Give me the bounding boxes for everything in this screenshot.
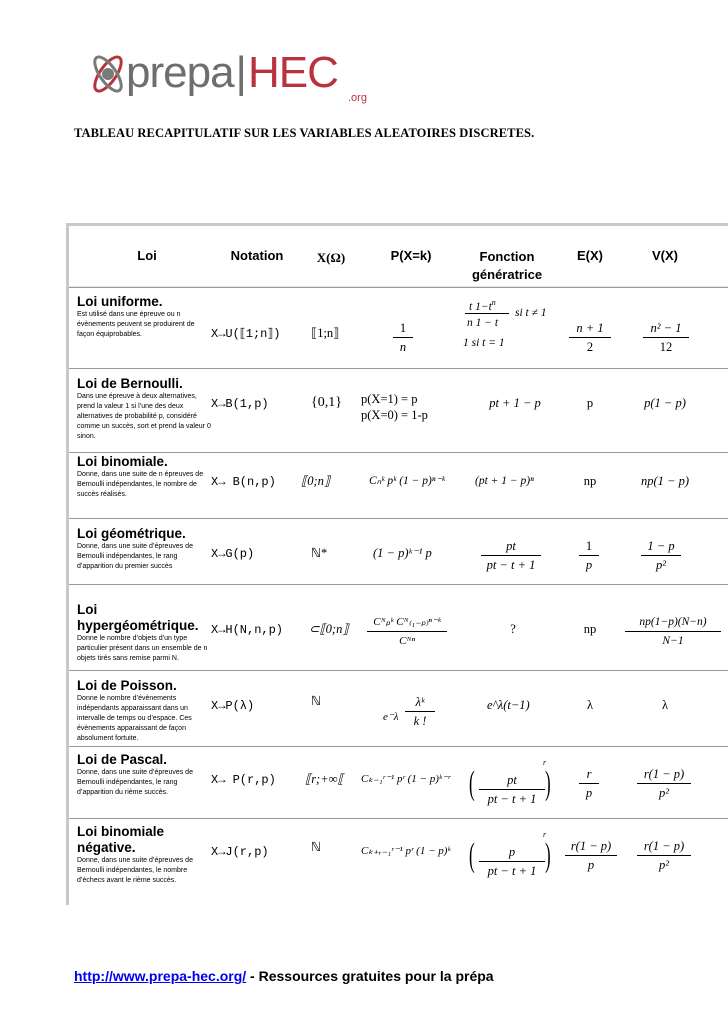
law-name-line2: négative. bbox=[77, 840, 136, 855]
ex-cell: np bbox=[583, 622, 597, 636]
vx-numerator: 1 − p bbox=[647, 539, 675, 553]
pxk-fraction bbox=[367, 614, 447, 649]
gen-fraction-bar bbox=[465, 313, 509, 314]
vx-cell: λ bbox=[661, 698, 669, 712]
vx-denominator: p² bbox=[656, 558, 666, 572]
gen-top-text: t 1−t bbox=[469, 300, 492, 313]
support-cell: ⟦r;+∞⟦ bbox=[305, 772, 344, 786]
notation-text: X→P(λ) bbox=[211, 699, 255, 713]
law-name: Loi binomiale. bbox=[77, 454, 168, 469]
notation-cell bbox=[211, 772, 276, 787]
notation-cell bbox=[211, 396, 269, 411]
gen-fraction bbox=[479, 772, 545, 807]
gen-cell: (pt + 1 − p)ⁿ bbox=[475, 475, 534, 487]
notation-cell bbox=[211, 326, 281, 341]
gen-denominator: pt − t + 1 bbox=[486, 558, 536, 572]
law-description: Donne, dans une suite d’épreuves de Bernoulli indépendantes, le nombre d’échecs avant le rième succès. bbox=[77, 857, 193, 884]
ex-fraction bbox=[579, 538, 599, 573]
pxk-denominator: Cᴺⁿ bbox=[399, 635, 415, 647]
vx-denominator: p² bbox=[659, 786, 669, 800]
ex-cell: λ bbox=[586, 698, 594, 712]
support-cell: ℕ bbox=[311, 694, 322, 708]
notation-text: X→U(⟦1;n⟧) bbox=[211, 327, 281, 341]
gen-fraction bbox=[481, 538, 541, 573]
pxk-denominator: k ! bbox=[413, 714, 427, 728]
notation-text: X→J(r,p) bbox=[211, 845, 269, 859]
law-name-line2: hypergéométrique. bbox=[77, 618, 199, 633]
logo-wordmark: prepa|HEC bbox=[126, 48, 338, 97]
law-name: Loi uniforme. bbox=[77, 294, 163, 309]
vx-fraction bbox=[643, 320, 689, 355]
logo-suffix: .org bbox=[348, 92, 367, 104]
notation-cell bbox=[211, 546, 254, 561]
ex-cell: p bbox=[586, 396, 594, 410]
pxk-cell: Cₖ₊ᵣ₋₁ʳ⁻¹ pʳ (1 − p)ᵏ bbox=[361, 845, 451, 857]
pxk-denominator: n bbox=[399, 340, 407, 354]
gen-close-paren: ) bbox=[545, 765, 551, 802]
gen-fraction bbox=[479, 844, 545, 879]
header-fonction-line2: génératrice bbox=[471, 267, 543, 282]
pxk-line-1: p(X=1) = p bbox=[361, 392, 418, 406]
vx-numerator: r(1 − p) bbox=[643, 767, 685, 781]
vx-cell: np(1 − p) bbox=[640, 474, 689, 488]
pxk-fraction bbox=[405, 694, 435, 729]
header-fonction-generatrice bbox=[459, 248, 555, 284]
gen-cell: e^λ(t−1) bbox=[487, 698, 530, 712]
vx-numerator: r(1 − p) bbox=[643, 839, 685, 853]
support-cell: ℕ* bbox=[311, 546, 328, 560]
pxk-cell: (1 − p)ᵏ⁻¹ p bbox=[373, 546, 432, 560]
support-cell: ℕ bbox=[311, 840, 322, 854]
ex-fraction bbox=[579, 766, 599, 801]
footer-text: - Ressources gratuites pour la prépa bbox=[246, 968, 494, 984]
vx-fraction bbox=[637, 766, 691, 801]
pxk-prefix: e⁻λ bbox=[383, 711, 399, 723]
support-cell: ⟦0;n⟧ bbox=[301, 474, 331, 488]
notation-cell bbox=[211, 844, 269, 859]
law-name: Loi de Poisson. bbox=[77, 678, 177, 693]
gen-numerator: pt bbox=[506, 539, 516, 553]
law-name: Loi géométrique. bbox=[77, 526, 186, 541]
notation-cell bbox=[211, 474, 276, 489]
vx-cell: p(1 − p) bbox=[644, 396, 686, 410]
gen-exponent: n bbox=[491, 298, 496, 307]
header-support: X(Ω) bbox=[316, 250, 346, 265]
pxk-cell: Cₙᵏ pᵏ (1 − p)ⁿ⁻ᵏ bbox=[369, 475, 445, 487]
law-name: Loi de Bernoulli. bbox=[77, 376, 183, 391]
law-name: Loi de Pascal. bbox=[77, 752, 168, 767]
law-description: Donne le nombre d’objets d’un type particulier présent dans un ensemble de n objets tirés sans remise parmi N. bbox=[77, 635, 208, 662]
gen-denominator: pt − t + 1 bbox=[487, 864, 537, 878]
notation-text: X→G(p) bbox=[211, 547, 255, 561]
notation-text: X→ B(n,p) bbox=[211, 475, 276, 489]
ex-fraction bbox=[569, 320, 611, 355]
notation-cell bbox=[211, 698, 254, 713]
summary-table bbox=[66, 223, 728, 905]
law-description: Donne le nombre d’évènements indépendants apparaissant dans un intervalle de temps ou d’espace. Ces évènements apparaissant de façon absolument fortuite. bbox=[77, 695, 192, 742]
gen-numerator: pt bbox=[507, 773, 517, 787]
page-footer bbox=[74, 968, 494, 984]
gen-denominator: pt − t + 1 bbox=[487, 792, 537, 806]
vx-fraction bbox=[637, 838, 691, 873]
ex-numerator: r(1 − p) bbox=[570, 839, 612, 853]
law-name-line1: Loi binomiale bbox=[77, 824, 165, 839]
ex-fraction bbox=[565, 838, 617, 873]
pxk-fraction bbox=[393, 320, 413, 355]
gen-numerator bbox=[469, 296, 496, 314]
support-cell: ⊂⟦0;n⟧ bbox=[309, 622, 349, 636]
gen-close-paren: ) bbox=[545, 837, 551, 874]
law-description: Donne, dans une suite d’épreuves de Bernoulli indépendantes, le rang d’apparition du rième succès. bbox=[77, 769, 193, 796]
ex-cell: np bbox=[583, 474, 597, 488]
ex-denominator: p bbox=[585, 786, 593, 800]
header-pxk: P(X=k) bbox=[390, 248, 432, 263]
vx-denominator: 12 bbox=[659, 340, 673, 354]
gen-exponent: r bbox=[543, 758, 547, 767]
notation-text: X→B(1,p) bbox=[211, 397, 269, 411]
header-vx: V(X) bbox=[652, 248, 678, 263]
support-cell: {0,1} bbox=[311, 395, 342, 410]
ex-denominator: p bbox=[585, 558, 593, 572]
footer-link[interactable]: http://www.prepa-hec.org/ bbox=[74, 968, 247, 984]
pxk-line-2: p(X=0) = 1-p bbox=[361, 408, 428, 422]
vx-denominator: N−1 bbox=[662, 635, 684, 647]
vx-denominator: p² bbox=[659, 858, 669, 872]
law-description: Est utilisé dans une épreuve ou n évènements peuvent se produirent de façon équiprobables. bbox=[77, 311, 195, 338]
ex-numerator: r bbox=[586, 767, 592, 781]
gen-cell: pt + 1 − p bbox=[489, 396, 541, 410]
header-fonction-line1: Fonction bbox=[479, 249, 535, 264]
atom-logo-icon bbox=[86, 44, 130, 104]
ex-denominator: 2 bbox=[586, 340, 594, 354]
law-description: Dans une épreuve à deux alternatives, prend la valeur 1 si l’une des deux alternatives de probabilité p, considéré comme un succès, sort et prend la valeur 0 sinon. bbox=[77, 393, 211, 440]
pxk-numerator: λᵏ bbox=[415, 695, 425, 709]
notation-text: X→ P(r,p) bbox=[211, 773, 276, 787]
vx-numerator: np(1−p)(N−n) bbox=[639, 616, 707, 628]
pxk-numerator: Cᴺₚᵏ Cᴺ₍₁₋ₚ₎ⁿ⁻ᵏ bbox=[373, 616, 441, 628]
vx-fraction bbox=[641, 538, 681, 573]
gen-condition: si t ≠ 1 bbox=[515, 307, 547, 319]
support-cell: ⟦1;n⟧ bbox=[311, 326, 340, 340]
law-name-line1: Loi bbox=[77, 602, 98, 617]
ex-numerator: 1 bbox=[585, 539, 593, 553]
gen-open-paren: ( bbox=[469, 837, 475, 874]
law-description: Donne, dans une suite d’épreuves de Bernoulli indépendantes, le rang d’apparition du premier succès bbox=[77, 543, 193, 570]
ex-denominator: p bbox=[587, 858, 595, 872]
header-notation: Notation bbox=[230, 248, 284, 263]
law-description: Donne, dans une suite de n épreuves de Bernoulli indépendantes, le nombre de succès réalisés. bbox=[77, 471, 204, 498]
gen-denominator: n 1 − t bbox=[467, 317, 499, 329]
pxk-cell: Cₖ₋₁ʳ⁻¹ pʳ (1 − p)ᵏ⁻ʳ bbox=[361, 773, 451, 785]
vx-numerator: n² − 1 bbox=[650, 321, 682, 335]
notation-cell bbox=[211, 622, 283, 637]
gen-exponent: r bbox=[543, 830, 547, 839]
header-loi: Loi bbox=[137, 248, 157, 263]
header-ex: E(X) bbox=[577, 248, 603, 263]
gen-cell: ? bbox=[510, 622, 516, 636]
page-title: TABLEAU RECAPITULATIF SUR LES VARIABLES ALEATOIRES DISCRETES. bbox=[74, 126, 535, 140]
site-logo bbox=[86, 44, 386, 114]
vx-fraction bbox=[625, 614, 721, 649]
gen-else-case: 1 si t = 1 bbox=[463, 337, 505, 349]
pxk-numerator: 1 bbox=[399, 321, 407, 335]
ex-numerator: n + 1 bbox=[576, 321, 604, 335]
gen-open-paren: ( bbox=[469, 765, 475, 802]
notation-text: X→H(N,n,p) bbox=[211, 623, 284, 637]
gen-numerator: p bbox=[508, 845, 516, 859]
